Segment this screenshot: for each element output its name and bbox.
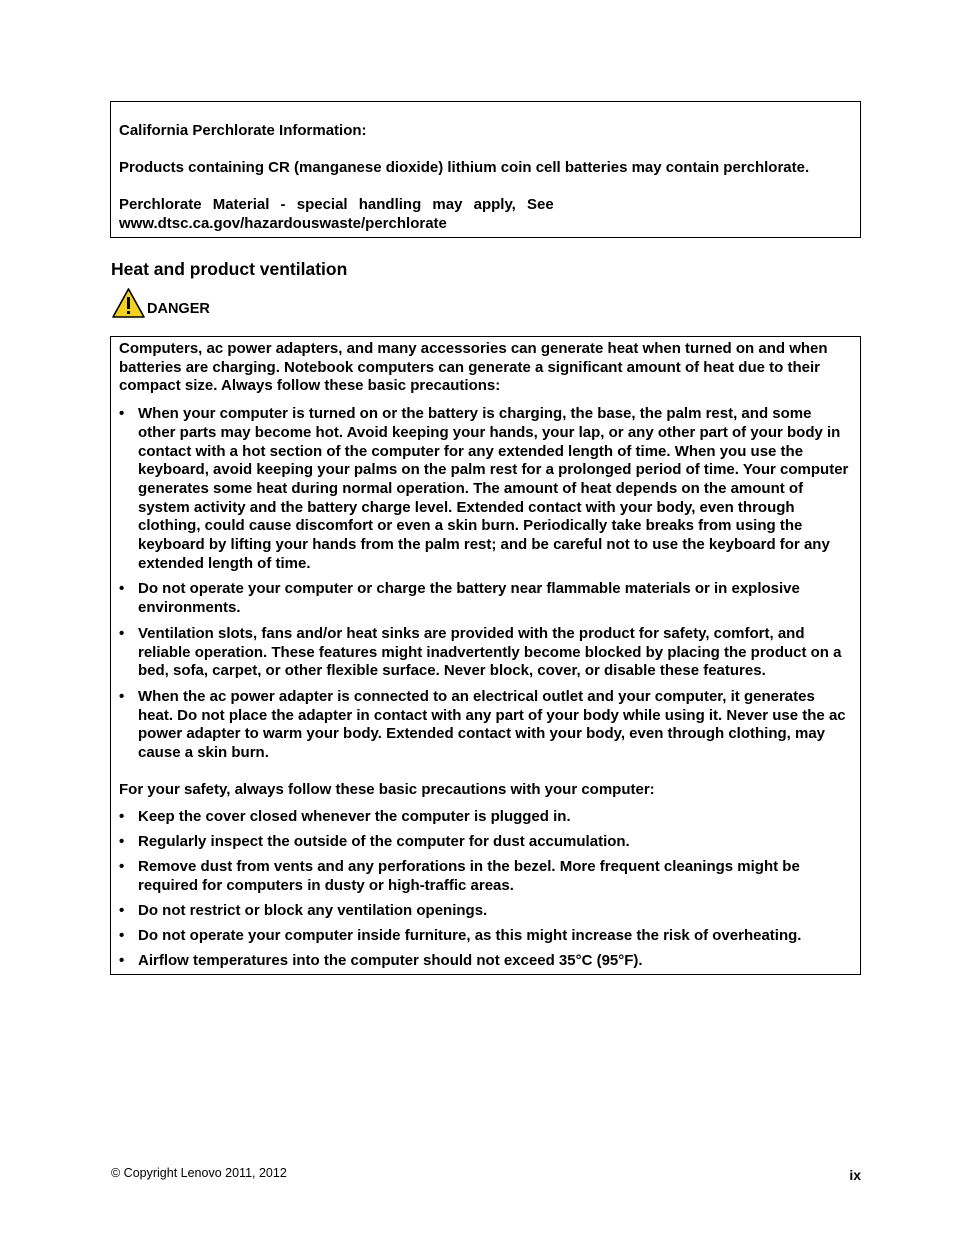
list-item: • Airflow temperatures into the computer should not exceed 35°C (95°F). (119, 952, 852, 971)
section-heading: Heat and product ventilation (111, 259, 348, 279)
list-item: • When your computer is turned on or the battery is charging, the base, the palm rest, and some other parts may become hot. Avoid keeping your hands, your lap, or any other part of your body in contact with a hot section of the computer for any extended length of time. When you use the keyboard, avoid keeping your palms on the palm rest for a prolonged period of time. Your computer generates some heat during normal operation. The amount of heat depends on the amount of system activity and the battery charge level. Extended contact with your body, even through clothing, could cause discomfort or even a skin burn. Periodically take breaks from using the keyboard by lifting your hands from the palm rest; and be careful not to use the keyboard for any extended length of time. (119, 405, 852, 573)
list-item: • Do not operate your computer or charge the battery near flammable materials or in explosive environments. (119, 580, 852, 617)
list-item: • Regularly inspect the outside of the computer for dust accumulation. (119, 833, 852, 852)
list-item: • Remove dust from vents and any perforations in the bezel. More frequent cleanings might be required for computers in dusty or high-traffic areas. (119, 858, 852, 895)
perchlorate-statement: Products containing CR (manganese dioxide) lithium coin cell batteries may contain perchlorate. (119, 159, 810, 176)
perchlorate-notice-box (110, 101, 861, 238)
danger-label: DANGER (147, 301, 210, 317)
danger-intro: Computers, ac power adapters, and many accessories can generate heat when turned on and when batteries are charging. Notebook computers can generate a significant amount of heat due to their compact size. Always follow these basic precautions: (119, 340, 828, 395)
safety-intro: For your safety, always follow these basic precautions with your computer: (119, 780, 655, 798)
perchlorate-title: California Perchlorate Information: (119, 122, 367, 139)
perchlorate-handling (119, 195, 852, 233)
list-item: • When the ac power adapter is connected to an electrical outlet and your computer, it generates heat. Do not place the adapter in contact with any part of your body while using it. Never use the ac power adapter to warm your body. Extended contact with your body, even through clothing, may cause a skin burn. (119, 688, 852, 763)
perchlorate-handling-line1: Perchlorate Material - special handling may apply, See (119, 196, 554, 213)
list-item: • Keep the cover closed whenever the computer is plugged in. (119, 808, 852, 827)
list-item: • Ventilation slots, fans and/or heat sinks are provided with the product for safety, comfort, and reliable operation. These features might inadvertently become blocked by placing the product on a bed, sofa, carpet, or other flexible surface. Never block, cover, or disable these features. (119, 625, 852, 681)
danger-header (111, 283, 210, 319)
heat-precautions-list (119, 405, 852, 763)
danger-notice-box (110, 336, 861, 975)
perchlorate-url: www.dtsc.ca.gov/hazardouswaste/perchlorate (119, 215, 447, 232)
list-item: • Do not operate your computer inside furniture, as this might increase the risk of overheating. (119, 927, 852, 946)
footer-copyright: © Copyright Lenovo 2011, 2012 (111, 1166, 287, 1180)
safety-precautions-list (119, 808, 852, 970)
warning-triangle-icon (111, 287, 146, 319)
page-number: ix (849, 1167, 861, 1183)
list-item: • Do not restrict or block any ventilation openings. (119, 902, 852, 921)
